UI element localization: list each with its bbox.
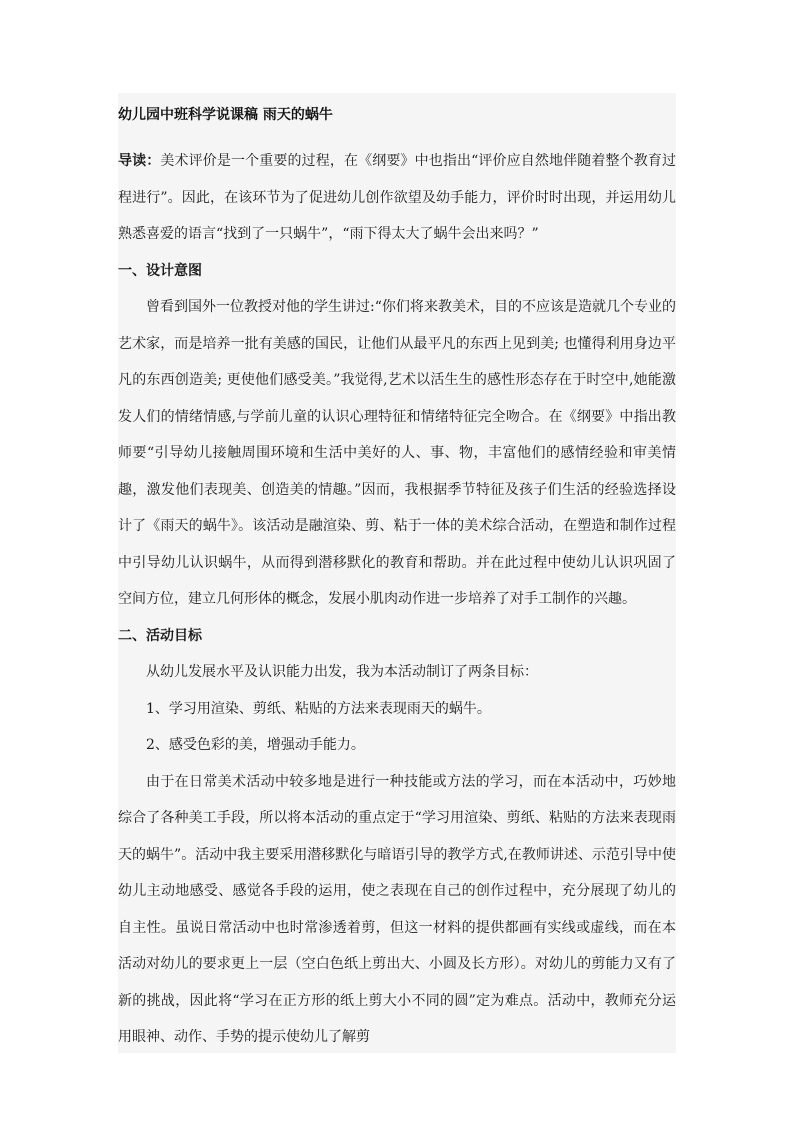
document-title: 幼儿园中班科学说课稿 雨天的蜗牛	[118, 107, 333, 123]
goals-intro: 从幼儿发展水平及认识能力出发，我为本活动制订了两条目标：	[146, 664, 538, 680]
goal-item-2: 2、感受色彩的美，增强动手能力。	[146, 737, 365, 753]
design-paragraph: 曾看到国外一位教授对他的学生讲过:“你们将来教美术，目的不应该是造就几个专业的艺术家，而是培养一批有美感的国民，让他们从最平凡的东西上见到美; 也懂得利用身边平凡的东西创造美; 更使他们感受美。”我觉得,艺术以活生生的感性形态存在于时空中,她能激发人们的情绪情感,与学前儿童的认识心理特征和情绪特征完全吻合。在《纲要》中指出教师要“引导幼儿接触周围环境和生活中美好的人、事、物，丰富他们的感情经验和审美情趣，激发他们表现美、创造美的情趣。”因而，我根据季节特征及孩子们生活的经验选择设计了《雨天的蜗牛》。该活动是融渲染、剪、粘于一体的美术综合活动，在塑造和制作过程中引导幼儿认识蜗牛，从而得到潜移默化的教育和帮助。并在此过程中使幼儿认识巩固了空间方位，建立几何形体的概念，发展小肌肉动作进一步培养了对手工制作的兴趣。	[118, 299, 676, 607]
section-heading-goals: 二、活动目标	[118, 627, 202, 644]
document-body	[118, 93, 676, 1053]
section-heading-design: 一、设计意图	[118, 262, 202, 279]
goal-item-1: 1、学习用渲染、剪纸、粘贴的方法来表现雨天的蜗牛。	[146, 700, 491, 717]
intro-paragraph	[118, 143, 676, 253]
intro-label: 导读：	[118, 153, 161, 169]
goals-paragraph: 由于在日常美术活动中较多地是进行一种技能或方法的学习，而在本活动中，巧妙地综合了各种美工手段，所以将本活动的重点定于“学习用渲染、剪纸、粘贴的方法来表现雨天的蜗牛”。活动中我主要采用潜移默化与暗语引导的教学方式,在教师讲述、示范引导中使幼儿主动地感受、感觉各手段的运用，使之表现在自己的创作过程中，充分展现了幼儿的自主性。虽说日常活动中也时常渗透着剪，但这一材料的提供都画有实线或虚线，而在本活动对幼儿的要求更上一层（空白色纸上剪出大、小圆及长方形）。对幼儿的剪能力又有了新的挑战，因此将“学习在正方形的纸上剪大小不同的圆”定为难点。活动中，教师充分运用眼神、动作、手势的提示使幼儿了解剪	[118, 773, 676, 1045]
intro-text: 美术评价是一个重要的过程，在《纲要》中也指出“评价应自然地伴随着整个教育过程进行”。因此，在该环节为了促进幼儿创作欲望及幼手能力，评价时时出现，并运用幼儿熟悉喜爱的语言“找到了一只蜗牛”，“雨下得太大了蜗牛会出来吗？”	[118, 153, 677, 242]
